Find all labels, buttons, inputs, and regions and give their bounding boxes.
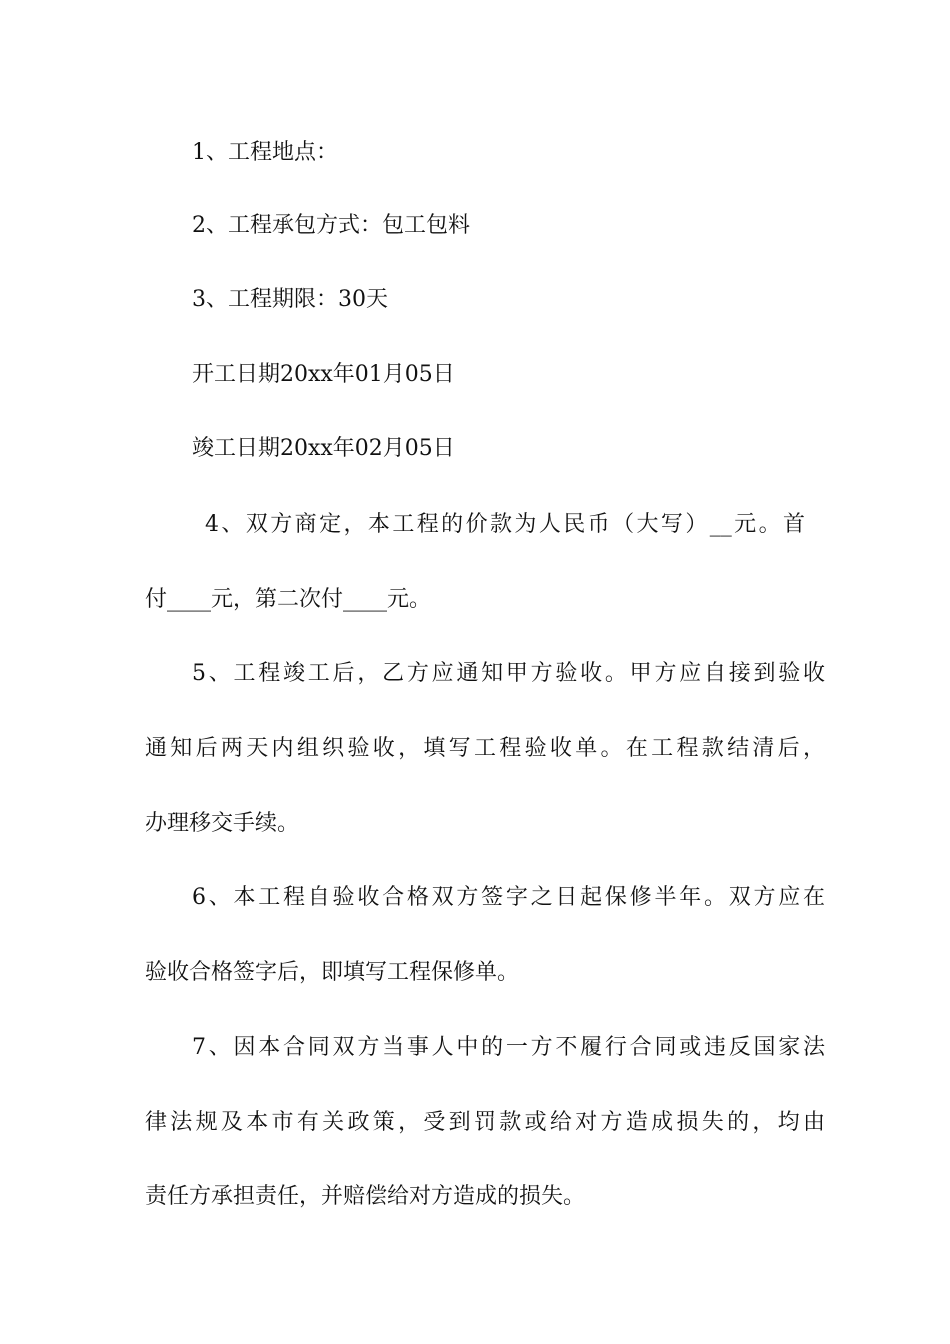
start-date-line: 开工日期20xx年01月05日 [192, 362, 455, 387]
clause-4-price-line-1: 4、双方商定，本工程的价款为人民币（大写）__元。首 [205, 512, 805, 537]
clause-3-duration: 3、工程期限：30天 [192, 287, 388, 312]
clause-7-line-1: 7、因本合同双方当事人中的一方不履行合同或违反国家法 [192, 1035, 825, 1060]
clause-5-line-3: 办理移交手续。 [145, 811, 300, 836]
clause-1-location: 1、工程地点： [192, 140, 338, 165]
clause-7-line-2: 律法规及本市有关政策，受到罚款或给对方造成损失的，均由 [145, 1110, 825, 1135]
clause-2-contract-method: 2、工程承包方式：包工包料 [192, 213, 470, 238]
clause-5-line-1: 5、工程竣工后，乙方应通知甲方验收。甲方应自接到验收 [192, 661, 825, 686]
completion-date-line: 竣工日期20xx年02月05日 [192, 436, 455, 461]
clause-6-line-1: 6、本工程自验收合格双方签字之日起保修半年。双方应在 [192, 885, 825, 910]
clause-7-line-3: 责任方承担责任，并赔偿给对方造成的损失。 [145, 1184, 586, 1209]
clause-6-line-2: 验收合格签字后，即填写工程保修单。 [145, 960, 520, 985]
clause-5-line-2: 通知后两天内组织验收，填写工程验收单。在工程款结清后， [145, 736, 825, 761]
clause-4-price-line-2: 付____元，第二次付____元。 [145, 587, 432, 612]
